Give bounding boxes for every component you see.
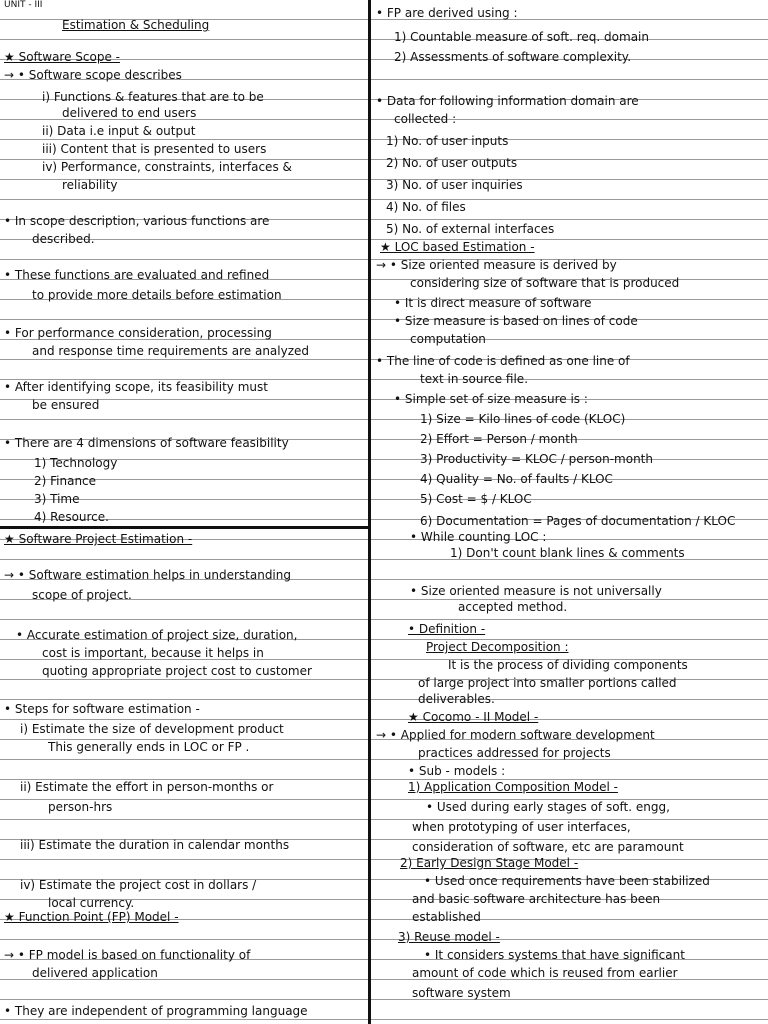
note-line: 1) Application Composition Model - — [408, 780, 618, 794]
note-line: 6) Documentation = Pages of documentation / KLOC — [420, 514, 736, 528]
note-line: 5) Cost = $ / KLOC — [420, 492, 532, 506]
note-line: • For performance consideration, processing — [4, 326, 272, 340]
note-line: 1) Countable measure of soft. req. domain — [394, 30, 649, 44]
note-line: → • Applied for modern software development — [376, 728, 655, 742]
unit-label: UNIT - III — [4, 0, 43, 10]
note-line: 2) Effort = Person / month — [420, 432, 578, 446]
note-line: collected : — [394, 112, 457, 126]
note-line: → • Size oriented measure is derived by — [376, 258, 617, 272]
note-line: 4) Quality = No. of faults / KLOC — [420, 472, 613, 486]
note-line: computation — [410, 332, 486, 346]
note-line: 1) Don't count blank lines & comments — [450, 546, 685, 560]
note-line: amount of code which is reused from earlier — [412, 966, 678, 980]
note-line: 4) Resource. — [34, 510, 109, 524]
note-line: • It is direct measure of software — [394, 296, 592, 310]
note-line: 3) Time — [34, 492, 80, 506]
horizontal-divider — [0, 526, 370, 529]
page-title: Estimation & Scheduling — [62, 18, 210, 32]
note-line: • Accurate estimation of project size, duration, — [16, 628, 298, 642]
note-line: • Used once requirements have been stabilized — [424, 874, 710, 888]
note-line: → • FP model is based on functionality of — [4, 948, 251, 962]
note-line: • FP are derived using : — [376, 6, 518, 20]
panel-estimation — [2, 530, 364, 1024]
note-line: 4) No. of files — [386, 200, 466, 214]
note-line: be ensured — [32, 398, 100, 412]
panel-scope — [2, 0, 364, 526]
note-line: i) Functions & features that are to be — [42, 90, 264, 104]
note-line: • Definition - — [408, 622, 486, 636]
note-line: → • Software estimation helps in understanding — [4, 568, 291, 582]
note-line: • While counting LOC : — [410, 530, 547, 544]
note-line: Project Decomposition : — [426, 640, 569, 654]
note-line: → • Software scope describes — [4, 68, 182, 82]
note-line: established — [412, 910, 481, 924]
note-line: delivered to end users — [62, 106, 197, 120]
note-line: described. — [32, 232, 95, 246]
note-line: ii) Estimate the effort in person-months or — [20, 780, 274, 794]
note-line: This generally ends in LOC or FP . — [48, 740, 250, 754]
note-line: considering size of software that is produced — [410, 276, 680, 290]
note-line: iv) Performance, constraints, interfaces & — [42, 160, 292, 174]
note-line: of large project into smaller portions called — [418, 676, 677, 690]
note-line: • In scope description, various functions are — [4, 214, 270, 228]
note-line: ★ LOC based Estimation - — [380, 240, 535, 254]
note-line: 3) Reuse model - — [398, 930, 500, 944]
note-line: ★ Software Project Estimation - — [4, 532, 193, 546]
panel-fp-loc-cocomo — [374, 0, 766, 1024]
note-line: delivered application — [32, 966, 158, 980]
note-line: • Sub - models : — [408, 764, 506, 778]
note-line: when prototyping of user interfaces, — [412, 820, 631, 834]
note-line: It is the process of dividing components — [448, 658, 688, 672]
note-line: 3) No. of user inquiries — [386, 178, 523, 192]
note-line: • The line of code is defined as one line of — [376, 354, 630, 368]
note-line: 2) Assessments of software complexity. — [394, 50, 632, 64]
note-line: quoting appropriate project cost to customer — [42, 664, 312, 678]
note-line: • Simple set of size measure is : — [394, 392, 588, 406]
note-line: iv) Estimate the project cost in dollars / — [20, 878, 257, 892]
note-line: 1) No. of user inputs — [386, 134, 509, 148]
note-line: consideration of software, etc are paramount — [412, 840, 684, 854]
note-line: • After identifying scope, its feasibility must — [4, 380, 268, 394]
note-line: 2) No. of user outputs — [386, 156, 518, 170]
note-line: software system — [412, 986, 511, 1000]
note-line: 3) Productivity = KLOC / person-month — [420, 452, 653, 466]
note-line: • These functions are evaluated and refined — [4, 268, 270, 282]
note-line: • Size measure is based on lines of code — [394, 314, 638, 328]
note-line: 1) Size = Kilo lines of code (KLOC) — [420, 412, 626, 426]
note-line: iii) Content that is presented to users — [42, 142, 267, 156]
note-line: ★ Function Point (FP) Model - — [4, 910, 179, 924]
note-line: local currency. — [48, 896, 135, 910]
note-line: • Used during early stages of soft. engg, — [426, 800, 670, 814]
note-line: practices addressed for projects — [418, 746, 611, 760]
note-line: ★ Software Scope - — [4, 50, 120, 64]
note-line: 5) No. of external interfaces — [386, 222, 555, 236]
note-line: • It considers systems that have significant — [424, 948, 685, 962]
note-line: 2) Early Design Stage Model - — [400, 856, 579, 870]
note-line: reliability — [62, 178, 118, 192]
vertical-divider — [368, 0, 371, 1024]
note-line: iii) Estimate the duration in calendar months — [20, 838, 290, 852]
note-line: • Size oriented measure is not universally — [410, 584, 662, 598]
note-line: and basic software architecture has been — [412, 892, 661, 906]
note-line: • Steps for software estimation - — [4, 702, 200, 716]
note-line: and response time requirements are analyzed — [32, 344, 310, 358]
note-line: • There are 4 dimensions of software feasibility — [4, 436, 289, 450]
note-line: • They are independent of programming language — [4, 1004, 308, 1018]
note-line: person-hrs — [48, 800, 113, 814]
note-line: cost is important, because it helps in — [42, 646, 264, 660]
note-line: deliverables. — [418, 692, 495, 706]
note-line: ii) Data i.e input & output — [42, 124, 196, 138]
note-line: • Data for following information domain are — [376, 94, 639, 108]
note-line: 1) Technology — [34, 456, 118, 470]
note-line: text in source file. — [420, 372, 529, 386]
note-line: i) Estimate the size of development product — [20, 722, 284, 736]
note-line: accepted method. — [458, 600, 568, 614]
note-line: to provide more details before estimation — [32, 288, 282, 302]
note-line: ★ Cocomo - II Model - — [408, 710, 539, 724]
note-line: 2) Finance — [34, 474, 97, 488]
note-line: scope of project. — [32, 588, 132, 602]
